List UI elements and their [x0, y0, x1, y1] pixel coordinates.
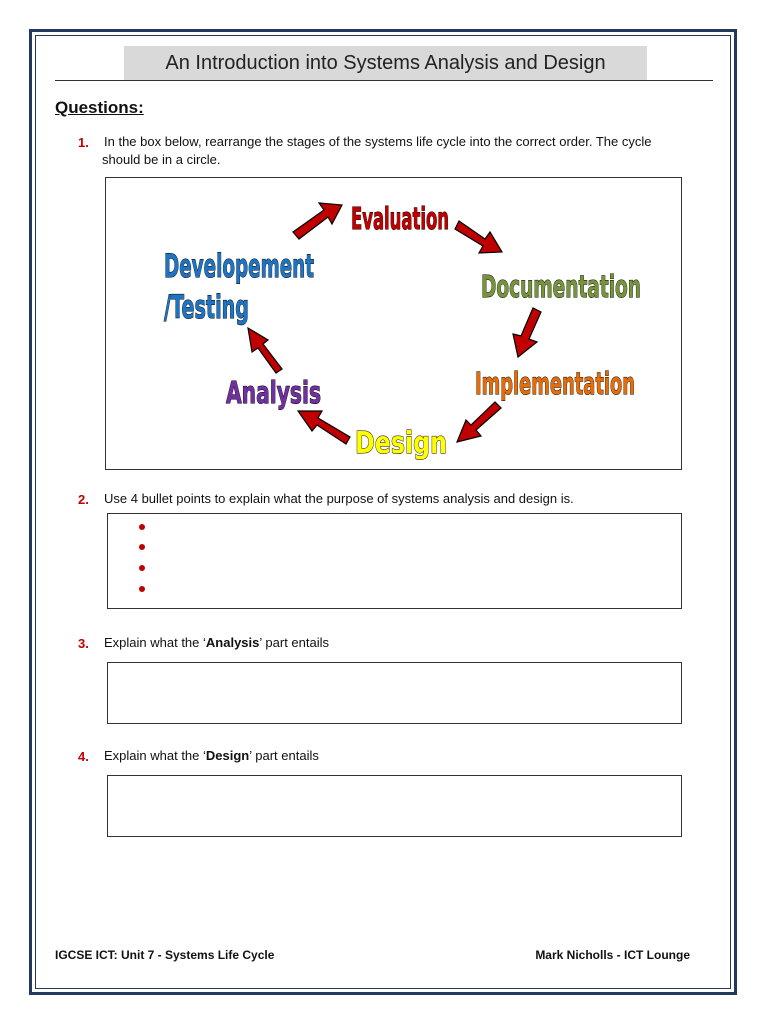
bullet-2	[139, 544, 145, 550]
questions-heading: Questions:	[55, 98, 144, 117]
question-3-bold: Analysis	[205, 635, 260, 650]
question-2-number: 2.	[78, 492, 89, 507]
question-3-suffix: ’ part entails	[259, 635, 329, 650]
arrow-design-to-analysis	[298, 411, 350, 444]
stage-documentation: Documentation	[481, 270, 641, 305]
stage-design: Design	[355, 426, 447, 461]
arrow-analysis-to-development	[248, 328, 282, 373]
stage-evaluation: Evaluation	[351, 202, 449, 237]
question-4-text	[104, 747, 319, 765]
question-4-suffix: ’ part entails	[249, 748, 319, 763]
arrow-documentation-to-implementation	[513, 308, 541, 357]
footer-right: Mark Nicholls - ICT Lounge	[535, 948, 690, 962]
footer-left: IGCSE ICT: Unit 7 - Systems Life Cycle	[55, 948, 275, 962]
question-4-prefix: Explain what the ‘	[104, 748, 206, 763]
answer-box-q4[interactable]	[107, 775, 682, 837]
title-rule	[55, 80, 713, 81]
stage-implementation: Implementation	[475, 367, 635, 402]
question-4-bold: Design	[205, 748, 250, 763]
page-title: An Introduction into Systems Analysis and Design	[165, 52, 606, 74]
stage-testing: /Testing	[164, 288, 249, 326]
question-1-text-line2: should be in a circle.	[102, 152, 221, 167]
question-3-prefix: Explain what the ‘	[104, 635, 206, 650]
question-1-number: 1.	[78, 135, 89, 150]
arrow-implementation-to-design	[457, 402, 501, 442]
answer-box-q3[interactable]	[107, 662, 682, 724]
bullet-4	[139, 586, 145, 592]
question-4-number: 4.	[78, 749, 89, 764]
question-2-text: Use 4 bullet points to explain what the purpose of systems analysis and design is.	[104, 491, 574, 506]
life-cycle-box	[105, 177, 682, 470]
arrow-evaluation-to-documentation	[455, 221, 502, 253]
stage-analysis: Analysis	[226, 376, 321, 411]
bullet-1	[139, 524, 145, 530]
question-3-text	[104, 634, 329, 652]
arrow-development-to-evaluation	[293, 203, 342, 239]
question-1-text-line1: In the box below, rearrange the stages of the systems life cycle into the correct order. The cycle	[104, 134, 652, 149]
stage-development: Developement	[164, 247, 314, 285]
life-cycle-diagram	[106, 178, 681, 469]
question-3-number: 3.	[78, 636, 89, 651]
answer-box-q2[interactable]	[107, 513, 682, 609]
bullet-3	[139, 565, 145, 571]
